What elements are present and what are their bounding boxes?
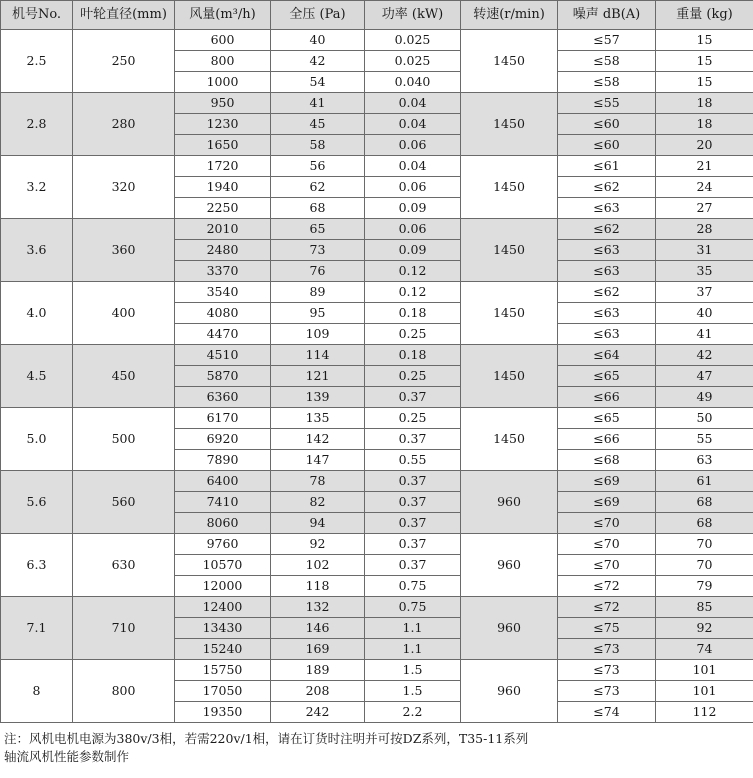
cell-flow: 5870 xyxy=(175,366,271,387)
cell-pressure: 139 xyxy=(271,387,365,408)
cell-pressure: 62 xyxy=(271,177,365,198)
table-row xyxy=(1,282,753,303)
cell-flow: 12400 xyxy=(175,597,271,618)
cell-diameter: 320 xyxy=(73,156,175,219)
cell-noise: ≤60 xyxy=(558,135,656,156)
cell-diameter: 450 xyxy=(73,345,175,408)
cell-pressure: 92 xyxy=(271,534,365,555)
cell-flow: 17050 xyxy=(175,681,271,702)
cell-speed: 960 xyxy=(461,660,558,723)
cell-flow: 2250 xyxy=(175,198,271,219)
cell-weight: 18 xyxy=(656,114,753,135)
cell-weight: 15 xyxy=(656,72,753,93)
table-row xyxy=(1,219,753,240)
cell-diameter: 710 xyxy=(73,597,175,660)
cell-weight: 40 xyxy=(656,303,753,324)
cell-power: 0.18 xyxy=(365,345,461,366)
cell-noise: ≤58 xyxy=(558,72,656,93)
cell-noise: ≤70 xyxy=(558,513,656,534)
cell-flow: 8060 xyxy=(175,513,271,534)
cell-noise: ≤69 xyxy=(558,492,656,513)
cell-weight: 15 xyxy=(656,30,753,51)
cell-noise: ≤63 xyxy=(558,324,656,345)
cell-weight: 49 xyxy=(656,387,753,408)
cell-flow: 7890 xyxy=(175,450,271,471)
cell-pressure: 58 xyxy=(271,135,365,156)
cell-noise: ≤63 xyxy=(558,303,656,324)
cell-flow: 3370 xyxy=(175,261,271,282)
cell-pressure: 76 xyxy=(271,261,365,282)
cell-weight: 112 xyxy=(656,702,753,723)
header-diameter: 叶轮直径(mm) xyxy=(73,1,175,30)
cell-model: 7.1 xyxy=(1,597,73,660)
cell-diameter: 280 xyxy=(73,93,175,156)
cell-power: 0.75 xyxy=(365,597,461,618)
cell-pressure: 109 xyxy=(271,324,365,345)
table-row xyxy=(1,156,753,177)
cell-noise: ≤69 xyxy=(558,471,656,492)
cell-speed: 1450 xyxy=(461,156,558,219)
cell-weight: 28 xyxy=(656,219,753,240)
table-row xyxy=(1,660,753,681)
cell-flow: 1720 xyxy=(175,156,271,177)
cell-pressure: 89 xyxy=(271,282,365,303)
cell-power: 0.37 xyxy=(365,555,461,576)
cell-flow: 13430 xyxy=(175,618,271,639)
cell-power: 0.37 xyxy=(365,492,461,513)
cell-model: 2.8 xyxy=(1,93,73,156)
cell-power: 0.09 xyxy=(365,198,461,219)
cell-power: 0.06 xyxy=(365,219,461,240)
cell-diameter: 560 xyxy=(73,471,175,534)
cell-power: 0.12 xyxy=(365,261,461,282)
cell-pressure: 54 xyxy=(271,72,365,93)
cell-noise: ≤62 xyxy=(558,282,656,303)
cell-flow: 19350 xyxy=(175,702,271,723)
cell-power: 0.040 xyxy=(365,72,461,93)
cell-model: 4.5 xyxy=(1,345,73,408)
header-flow: 风量(m³/h) xyxy=(175,1,271,30)
cell-pressure: 94 xyxy=(271,513,365,534)
cell-weight: 24 xyxy=(656,177,753,198)
cell-power: 0.04 xyxy=(365,114,461,135)
cell-weight: 68 xyxy=(656,513,753,534)
cell-power: 0.25 xyxy=(365,366,461,387)
table-row xyxy=(1,345,753,366)
cell-weight: 20 xyxy=(656,135,753,156)
cell-pressure: 146 xyxy=(271,618,365,639)
cell-model: 3.6 xyxy=(1,219,73,282)
cell-noise: ≤70 xyxy=(558,534,656,555)
cell-flow: 15750 xyxy=(175,660,271,681)
cell-model: 5.0 xyxy=(1,408,73,471)
cell-weight: 31 xyxy=(656,240,753,261)
cell-weight: 41 xyxy=(656,324,753,345)
cell-flow: 4470 xyxy=(175,324,271,345)
footnote xyxy=(4,730,749,766)
cell-noise: ≤65 xyxy=(558,366,656,387)
cell-pressure: 121 xyxy=(271,366,365,387)
header-power: 功率 (kW) xyxy=(365,1,461,30)
cell-pressure: 242 xyxy=(271,702,365,723)
cell-pressure: 73 xyxy=(271,240,365,261)
cell-power: 1.5 xyxy=(365,660,461,681)
table-body xyxy=(1,30,753,723)
cell-weight: 55 xyxy=(656,429,753,450)
cell-diameter: 250 xyxy=(73,30,175,93)
table-row xyxy=(1,408,753,429)
cell-noise: ≤72 xyxy=(558,576,656,597)
footnote-line-1: 注：风机电机电源为380v/3相，若需220v/1相，请在订货时注明并可按DZ系列，T35-11系列 xyxy=(4,731,529,746)
cell-weight: 68 xyxy=(656,492,753,513)
cell-power: 0.09 xyxy=(365,240,461,261)
cell-power: 0.04 xyxy=(365,93,461,114)
table-row xyxy=(1,597,753,618)
cell-flow: 6920 xyxy=(175,429,271,450)
cell-pressure: 118 xyxy=(271,576,365,597)
cell-power: 0.25 xyxy=(365,324,461,345)
cell-flow: 7410 xyxy=(175,492,271,513)
cell-model: 3.2 xyxy=(1,156,73,219)
cell-flow: 600 xyxy=(175,30,271,51)
cell-power: 0.06 xyxy=(365,177,461,198)
cell-flow: 1000 xyxy=(175,72,271,93)
cell-noise: ≤64 xyxy=(558,345,656,366)
cell-flow: 800 xyxy=(175,51,271,72)
cell-diameter: 500 xyxy=(73,408,175,471)
cell-weight: 74 xyxy=(656,639,753,660)
table-row xyxy=(1,93,753,114)
cell-weight: 70 xyxy=(656,555,753,576)
cell-weight: 70 xyxy=(656,534,753,555)
cell-flow: 1650 xyxy=(175,135,271,156)
cell-pressure: 40 xyxy=(271,30,365,51)
cell-diameter: 360 xyxy=(73,219,175,282)
cell-flow: 2480 xyxy=(175,240,271,261)
cell-flow: 6400 xyxy=(175,471,271,492)
cell-weight: 27 xyxy=(656,198,753,219)
cell-flow: 1230 xyxy=(175,114,271,135)
cell-pressure: 45 xyxy=(271,114,365,135)
cell-noise: ≤63 xyxy=(558,198,656,219)
cell-weight: 85 xyxy=(656,597,753,618)
cell-speed: 1450 xyxy=(461,282,558,345)
cell-noise: ≤61 xyxy=(558,156,656,177)
cell-weight: 15 xyxy=(656,51,753,72)
cell-power: 0.12 xyxy=(365,282,461,303)
cell-noise: ≤75 xyxy=(558,618,656,639)
cell-noise: ≤73 xyxy=(558,639,656,660)
cell-noise: ≤70 xyxy=(558,555,656,576)
cell-weight: 101 xyxy=(656,681,753,702)
cell-speed: 1450 xyxy=(461,30,558,93)
cell-flow: 4510 xyxy=(175,345,271,366)
cell-speed: 1450 xyxy=(461,93,558,156)
table-header-row xyxy=(1,1,753,30)
cell-power: 1.1 xyxy=(365,639,461,660)
cell-flow: 15240 xyxy=(175,639,271,660)
cell-pressure: 132 xyxy=(271,597,365,618)
cell-power: 0.37 xyxy=(365,534,461,555)
cell-power: 0.55 xyxy=(365,450,461,471)
cell-speed: 1450 xyxy=(461,345,558,408)
cell-pressure: 208 xyxy=(271,681,365,702)
cell-speed: 960 xyxy=(461,471,558,534)
cell-weight: 18 xyxy=(656,93,753,114)
cell-model: 6.3 xyxy=(1,534,73,597)
cell-pressure: 147 xyxy=(271,450,365,471)
cell-flow: 950 xyxy=(175,93,271,114)
cell-pressure: 78 xyxy=(271,471,365,492)
cell-pressure: 65 xyxy=(271,219,365,240)
cell-noise: ≤68 xyxy=(558,450,656,471)
cell-power: 0.025 xyxy=(365,51,461,72)
cell-speed: 1450 xyxy=(461,219,558,282)
table-row xyxy=(1,534,753,555)
cell-power: 0.04 xyxy=(365,156,461,177)
cell-power: 0.37 xyxy=(365,387,461,408)
cell-pressure: 114 xyxy=(271,345,365,366)
cell-flow: 10570 xyxy=(175,555,271,576)
cell-power: 1.5 xyxy=(365,681,461,702)
cell-flow: 1940 xyxy=(175,177,271,198)
cell-speed: 1450 xyxy=(461,408,558,471)
cell-noise: ≤65 xyxy=(558,408,656,429)
cell-noise: ≤57 xyxy=(558,30,656,51)
cell-flow: 2010 xyxy=(175,219,271,240)
cell-weight: 50 xyxy=(656,408,753,429)
cell-power: 0.37 xyxy=(365,471,461,492)
cell-pressure: 135 xyxy=(271,408,365,429)
cell-noise: ≤66 xyxy=(558,387,656,408)
cell-model: 4.0 xyxy=(1,282,73,345)
cell-diameter: 800 xyxy=(73,660,175,723)
cell-flow: 3540 xyxy=(175,282,271,303)
cell-power: 1.1 xyxy=(365,618,461,639)
cell-pressure: 41 xyxy=(271,93,365,114)
cell-noise: ≤66 xyxy=(558,429,656,450)
cell-pressure: 169 xyxy=(271,639,365,660)
cell-weight: 42 xyxy=(656,345,753,366)
cell-noise: ≤74 xyxy=(558,702,656,723)
cell-weight: 37 xyxy=(656,282,753,303)
cell-power: 0.75 xyxy=(365,576,461,597)
cell-model: 5.6 xyxy=(1,471,73,534)
cell-weight: 35 xyxy=(656,261,753,282)
cell-weight: 101 xyxy=(656,660,753,681)
cell-noise: ≤58 xyxy=(558,51,656,72)
cell-pressure: 102 xyxy=(271,555,365,576)
cell-pressure: 82 xyxy=(271,492,365,513)
cell-noise: ≤62 xyxy=(558,219,656,240)
footnote-line-2: 轴流风机性能参数制作 xyxy=(4,749,130,764)
cell-flow: 9760 xyxy=(175,534,271,555)
cell-flow: 6170 xyxy=(175,408,271,429)
cell-noise: ≤72 xyxy=(558,597,656,618)
cell-model: 8 xyxy=(1,660,73,723)
cell-speed: 960 xyxy=(461,597,558,660)
cell-weight: 21 xyxy=(656,156,753,177)
cell-noise: ≤63 xyxy=(558,261,656,282)
cell-power: 0.37 xyxy=(365,513,461,534)
cell-weight: 79 xyxy=(656,576,753,597)
cell-diameter: 400 xyxy=(73,282,175,345)
cell-pressure: 42 xyxy=(271,51,365,72)
cell-power: 0.18 xyxy=(365,303,461,324)
cell-speed: 960 xyxy=(461,534,558,597)
cell-flow: 6360 xyxy=(175,387,271,408)
cell-noise: ≤73 xyxy=(558,681,656,702)
cell-noise: ≤60 xyxy=(558,114,656,135)
header-weight: 重量 (kg) xyxy=(656,1,753,30)
cell-model: 2.5 xyxy=(1,30,73,93)
cell-flow: 12000 xyxy=(175,576,271,597)
cell-pressure: 95 xyxy=(271,303,365,324)
cell-power: 0.06 xyxy=(365,135,461,156)
cell-weight: 92 xyxy=(656,618,753,639)
cell-weight: 61 xyxy=(656,471,753,492)
cell-noise: ≤63 xyxy=(558,240,656,261)
cell-pressure: 56 xyxy=(271,156,365,177)
cell-power: 0.25 xyxy=(365,408,461,429)
table-row xyxy=(1,471,753,492)
cell-power: 0.025 xyxy=(365,30,461,51)
cell-flow: 4080 xyxy=(175,303,271,324)
header-speed: 转速(r/min) xyxy=(461,1,558,30)
header-model: 机号No. xyxy=(1,1,73,30)
cell-diameter: 630 xyxy=(73,534,175,597)
cell-pressure: 189 xyxy=(271,660,365,681)
cell-pressure: 142 xyxy=(271,429,365,450)
cell-noise: ≤55 xyxy=(558,93,656,114)
header-noise: 噪声 dB(A) xyxy=(558,1,656,30)
cell-power: 2.2 xyxy=(365,702,461,723)
cell-noise: ≤73 xyxy=(558,660,656,681)
header-pressure: 全压 (Pa) xyxy=(271,1,365,30)
cell-weight: 63 xyxy=(656,450,753,471)
cell-noise: ≤62 xyxy=(558,177,656,198)
cell-power: 0.37 xyxy=(365,429,461,450)
cell-pressure: 68 xyxy=(271,198,365,219)
table-row xyxy=(1,30,753,51)
cell-weight: 47 xyxy=(656,366,753,387)
